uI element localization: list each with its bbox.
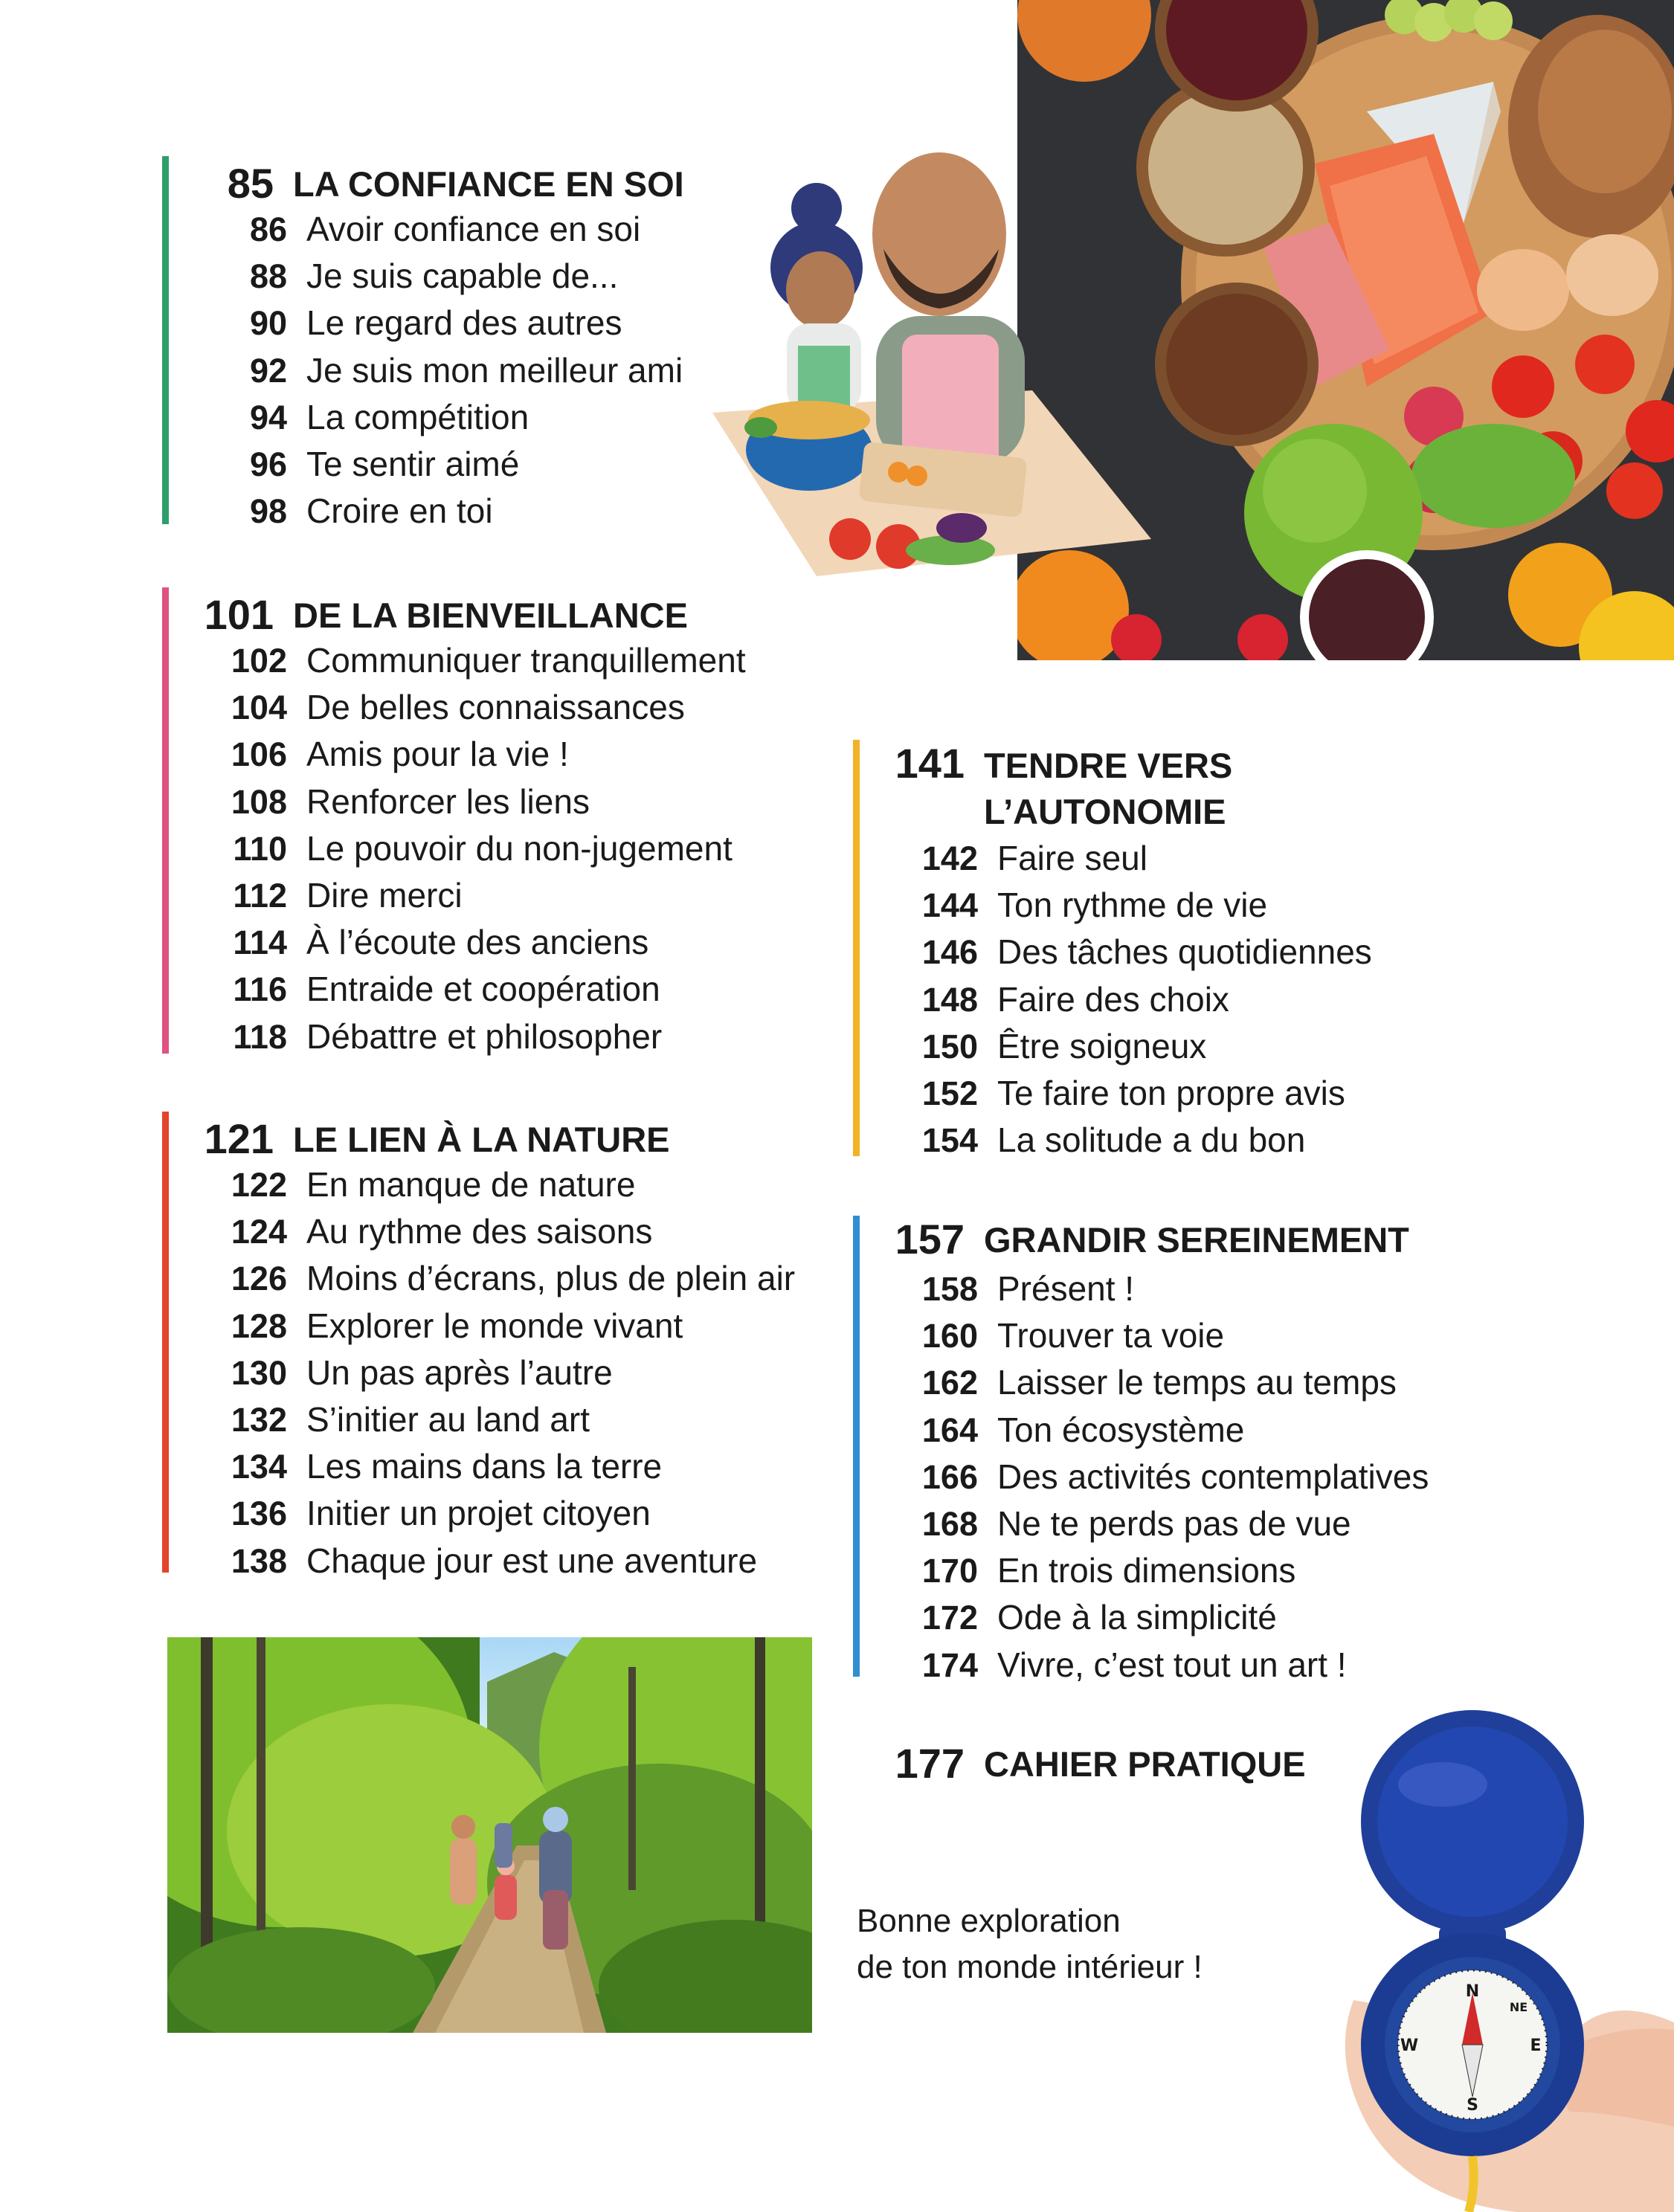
entry-label: Je suis mon meilleur ami: [306, 350, 683, 390]
entry-page-number: 138: [231, 1541, 287, 1580]
toc-entry: [868, 1023, 1206, 1070]
toc-entry: [868, 1312, 1224, 1359]
entry-label: En trois dimensions: [997, 1551, 1296, 1590]
toc-entry: [177, 300, 622, 346]
section-color-bar: [853, 1216, 860, 1677]
section-page-number: 121: [204, 1115, 274, 1162]
toc-entry: [868, 1117, 1305, 1164]
entry-page-number: 162: [921, 1364, 978, 1402]
entry-label: Présent !: [997, 1269, 1135, 1308]
entry-page-number: 148: [921, 980, 978, 1019]
forest-walk-photo: [167, 1637, 812, 2033]
toc-entry: [868, 1642, 1347, 1689]
entry-label: Faire seul: [997, 839, 1147, 877]
section-title: GRANDIR SEREINEMENT: [984, 1220, 1409, 1260]
toc-entry: [177, 394, 529, 441]
toc-entry: [177, 1161, 635, 1208]
toc-entry: [868, 882, 1267, 929]
toc-entry: [177, 253, 618, 300]
section-page-number: 141: [895, 740, 965, 787]
section-color-bar: [162, 156, 169, 524]
toc-entry: [868, 1547, 1295, 1594]
entry-label: Ton écosystème: [997, 1410, 1245, 1449]
entry-page-number: 102: [231, 642, 287, 680]
entry-page-number: 128: [231, 1306, 287, 1345]
entry-page-number: 132: [231, 1401, 287, 1439]
entry-page-number: 136: [231, 1494, 287, 1533]
section-page-number: 85: [227, 160, 274, 207]
entry-page-number: 98: [249, 492, 287, 531]
entry-label: Te faire ton propre avis: [997, 1074, 1345, 1112]
toc-entry: [177, 1303, 683, 1350]
toc-entry: [177, 1350, 613, 1396]
entry-page-number: 152: [921, 1074, 978, 1112]
toc-entry: [177, 1490, 651, 1537]
entry-page-number: 108: [231, 782, 287, 821]
toc-entry: [177, 731, 569, 778]
section-title-line1: TENDRE VERS: [984, 746, 1233, 785]
entry-label: Être soigneux: [997, 1026, 1207, 1065]
section-heading: [868, 1216, 1409, 1263]
entry-page-number: 168: [921, 1505, 978, 1543]
entry-label: Moins d’écrans, plus de plein air: [306, 1259, 796, 1298]
entry-label: Ton rythme de vie: [997, 886, 1268, 925]
entry-page-number: 166: [921, 1457, 978, 1496]
toc-entry: [177, 1208, 652, 1255]
entry-label: Ode à la simplicité: [997, 1598, 1277, 1637]
entry-label: Débattre et philosopher: [306, 1016, 663, 1056]
entry-page-number: 104: [231, 689, 287, 727]
entry-label: Chaque jour est une aventure: [306, 1541, 758, 1580]
compass-e-label: E: [1530, 2037, 1542, 2055]
entry-page-number: 92: [249, 351, 287, 390]
entry-label: Les mains dans la terre: [306, 1447, 663, 1486]
entry-label: La compétition: [306, 397, 529, 436]
entry-label: Des activités contemplatives: [997, 1457, 1429, 1496]
entry-label: Entraide et coopération: [306, 970, 660, 1009]
entry-label: Trouver ta voie: [997, 1316, 1225, 1355]
entry-page-number: 110: [233, 829, 287, 868]
entry-page-number: 160: [921, 1317, 978, 1355]
entry-page-number: 164: [921, 1410, 978, 1449]
entry-label: De belles connaissances: [306, 688, 685, 727]
toc-section-cahier: [853, 1740, 1374, 1799]
closing-line-1: Bonne exploration: [857, 1903, 1121, 1939]
entry-label: Renforcer les liens: [306, 781, 590, 821]
toc-entry: [177, 1396, 590, 1443]
entry-page-number: 86: [249, 210, 287, 248]
compass-s-label: S: [1467, 2096, 1478, 2115]
toc-entry: [868, 1265, 1134, 1312]
entry-page-number: 126: [231, 1260, 287, 1298]
toc-section-bienveillance: [162, 587, 831, 1054]
entry-label: Au rythme des saisons: [306, 1212, 653, 1251]
toc-entry: [177, 684, 685, 731]
entry-label: Avoir confiance en soi: [306, 210, 641, 248]
section-page-number: 157: [895, 1216, 965, 1263]
entry-label: Dire merci: [306, 876, 463, 915]
section-title: LE LIEN À LA NATURE: [293, 1120, 670, 1159]
toc-entry: [177, 778, 590, 825]
entry-label: En manque de nature: [306, 1165, 636, 1204]
entry-label: Un pas après l’autre: [306, 1352, 613, 1392]
toc-entry: [868, 1594, 1277, 1641]
entry-page-number: 106: [231, 735, 287, 774]
section-title: DE LA BIENVEILLANCE: [293, 596, 688, 635]
section-title: CAHIER PRATIQUE: [984, 1744, 1306, 1784]
entry-page-number: 146: [921, 933, 978, 972]
entry-label: Des tâches quotidiennes: [997, 932, 1372, 972]
entry-label: Croire en toi: [306, 491, 493, 531]
section-heading: [177, 591, 688, 639]
entry-label: Communiquer tranquillement: [306, 641, 746, 680]
toc-entry: [868, 1359, 1397, 1406]
toc-entry: [868, 1500, 1351, 1547]
toc-section-autonomie: [853, 740, 1522, 1160]
closing-line-2: de ton monde intérieur !: [857, 1949, 1203, 1985]
entry-page-number: 88: [249, 257, 287, 296]
compass-n-label: N: [1465, 1982, 1480, 2001]
toc-entry: [177, 919, 648, 966]
entry-page-number: 90: [249, 304, 287, 343]
entry-page-number: 112: [233, 877, 287, 915]
entry-page-number: 114: [233, 923, 287, 962]
entry-page-number: 96: [249, 445, 287, 483]
entry-page-number: 174: [921, 1645, 978, 1684]
section-color-bar: [162, 587, 169, 1054]
entry-page-number: 158: [921, 1270, 978, 1308]
entry-label: À l’écoute des anciens: [306, 923, 649, 962]
toc-entry: [177, 637, 746, 684]
entry-label: Explorer le monde vivant: [306, 1306, 683, 1345]
entry-page-number: 130: [231, 1353, 287, 1392]
toc-entry: [868, 1070, 1345, 1117]
toc-section-nature: [162, 1112, 831, 1580]
compass-photo: [1324, 1710, 1674, 2212]
section-heading: [177, 160, 684, 207]
toc-section-confiance: [162, 156, 787, 531]
section-title: [984, 743, 1232, 835]
compass-ne-label: NE: [1509, 2000, 1528, 2014]
entry-label: Le regard des autres: [306, 303, 622, 343]
toc-entry: [177, 825, 733, 872]
entry-label: Faire des choix: [997, 979, 1229, 1019]
toc-entry: [868, 929, 1372, 976]
toc-section-grandir: [853, 1216, 1522, 1684]
entry-label: Ne te perds pas de vue: [997, 1504, 1351, 1543]
section-heading: [868, 740, 1232, 835]
section-title: LA CONFIANCE EN SOI: [293, 164, 684, 204]
toc-entry: [868, 835, 1147, 882]
entry-page-number: 122: [231, 1166, 287, 1204]
toc-entry: [177, 872, 463, 919]
section-page-number: 177: [895, 1740, 965, 1787]
toc-entry: [868, 976, 1229, 1023]
entry-label: Amis pour la vie !: [306, 735, 569, 774]
entry-label: S’initier au land art: [306, 1400, 590, 1439]
entry-page-number: 150: [921, 1027, 978, 1065]
toc-entry: [177, 1538, 757, 1584]
section-heading: [177, 1115, 670, 1163]
toc-entry: [177, 1255, 795, 1302]
entry-page-number: 124: [231, 1213, 287, 1251]
entry-page-number: 170: [921, 1552, 978, 1590]
section-heading: [868, 1740, 1306, 1787]
toc-entry: [177, 347, 683, 394]
entry-label: La solitude a du bon: [997, 1120, 1306, 1160]
closing-message: [857, 1898, 1203, 1990]
toc-entry: [177, 206, 640, 253]
entry-page-number: 172: [921, 1599, 978, 1637]
entry-label: Vivre, c’est tout un art !: [997, 1645, 1347, 1684]
entry-page-number: 94: [249, 398, 287, 436]
section-page-number: 101: [204, 591, 274, 638]
entry-label: Te sentir aimé: [306, 445, 520, 483]
entry-label: Initier un projet citoyen: [306, 1494, 651, 1533]
toc-entry: [868, 1407, 1244, 1454]
entry-page-number: 118: [233, 1017, 287, 1056]
section-color-bar: [853, 740, 860, 1156]
entry-page-number: 142: [921, 839, 978, 877]
toc-entry: [177, 441, 519, 488]
entry-page-number: 144: [921, 886, 978, 925]
entry-label: Je suis capable de...: [306, 257, 619, 296]
entry-page-number: 134: [231, 1448, 287, 1486]
entry-label: Le pouvoir du non-jugement: [306, 828, 733, 868]
toc-entry: [177, 966, 660, 1013]
toc-entry: [177, 1013, 662, 1060]
section-color-bar: [162, 1112, 169, 1573]
toc-entry: [177, 1443, 662, 1490]
entry-label: Laisser le temps au temps: [997, 1363, 1397, 1402]
entry-page-number: 116: [233, 970, 287, 1009]
compass-w-label: W: [1400, 2037, 1419, 2055]
entry-page-number: 154: [921, 1121, 978, 1160]
toc-entry: [868, 1454, 1429, 1500]
toc-entry: [177, 488, 493, 535]
section-title-line2: L’AUTONOMIE: [984, 792, 1226, 831]
